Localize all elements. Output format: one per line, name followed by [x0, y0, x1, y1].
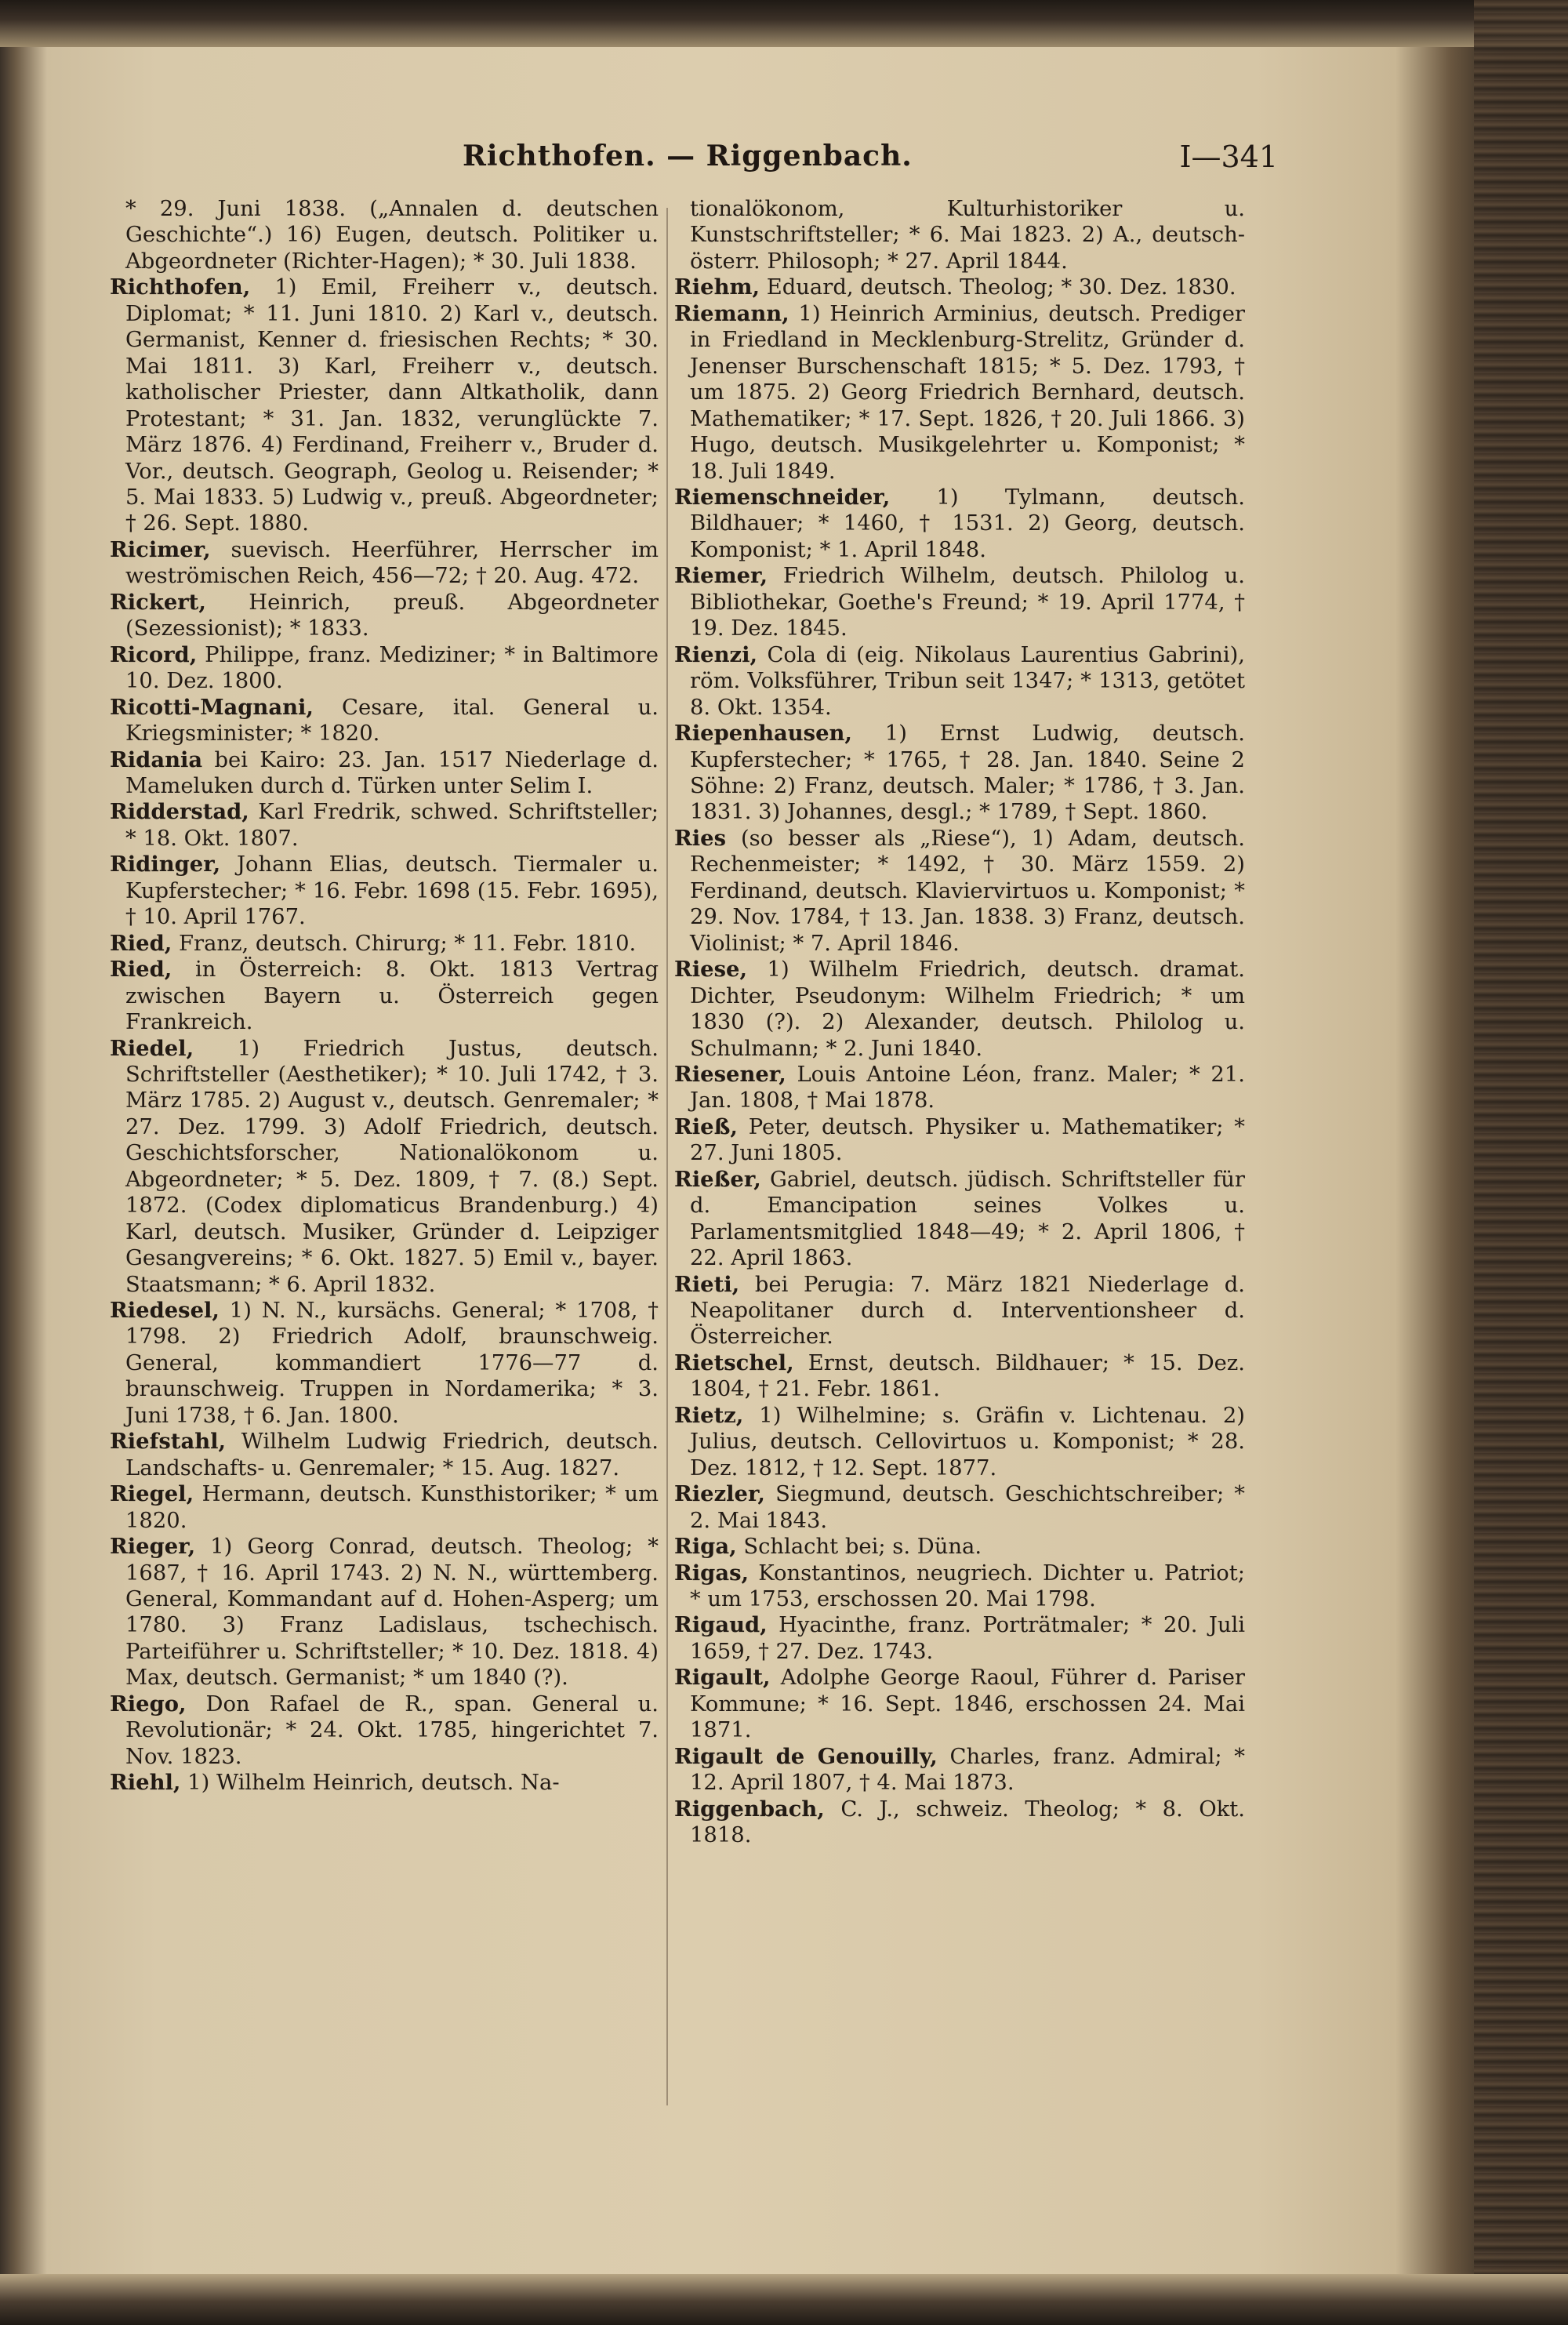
entry-headword: Ricord,: [110, 641, 198, 667]
entry-headword: Ried,: [110, 957, 172, 983]
entry-text: Don Rafael de R., span. General u. Revolutionär; * 24. Okt. 1785, hingerichtet 7. Nov. 1823.: [125, 1691, 659, 1769]
entry-text: Siegmund, deutsch. Geschichtschreiber; * 2. Mai 1843.: [690, 1482, 1245, 1533]
dictionary-entry: [110, 1298, 659, 1429]
dictionary-entry: [110, 1481, 659, 1534]
entry-text: Peter, deutsch. Physiker u. Mathematiker; * 27. Juni 1805.: [690, 1114, 1245, 1166]
entry-headword: Riezler,: [674, 1481, 765, 1507]
entry-headword: Riegel,: [110, 1481, 194, 1507]
running-header: Richthofen. — Riggenbach.: [463, 140, 913, 173]
entry-headword: Rickert,: [110, 589, 206, 615]
entry-text: Ernst, deutsch. Bildhauer; * 15. Dez. 1804, † 21. Febr. 1861.: [690, 1350, 1245, 1402]
entry-headword: Rieger,: [110, 1534, 196, 1560]
entry-text: Louis Antoine Léon, franz. Maler; * 21. Jan. 1808, † Mai 1878.: [690, 1062, 1245, 1113]
entry-headword: Riepenhausen,: [674, 721, 852, 747]
dictionary-entry: [674, 826, 1245, 957]
dictionary-entry: [674, 1272, 1245, 1350]
entry-text: (so besser als „Riese“), 1) Adam, deutsch. Rechenmeister; * 1492, † 30. März 1559. 2) Ferdinand, deutsch. Klaviervirtuos u. Komponist; * 29. Nov. 1784, † 13. Jan. 1838. 3) Franz, deutsch. Violinist; * 7. April 1846.: [690, 826, 1245, 956]
entry-headword: Rienzi,: [674, 641, 758, 667]
entry-text: Heinrich, preuß. Abgeordneter (Sezessionist); * 1833.: [125, 590, 659, 641]
dictionary-entry: [110, 1429, 659, 1481]
dictionary-entry: [674, 1350, 1245, 1403]
entry-text: Karl Fredrik, schwed. Schriftsteller; * 18. Okt. 1807.: [125, 800, 659, 851]
entry-text: * 29. Juni 1838. („Annalen d. deutschen Geschichte“.) 16) Eugen, deutsch. Politiker u. Abgeordneter (Richter-Hagen); * 30. Juli 1838.: [125, 197, 659, 274]
dictionary-entry: [674, 1481, 1245, 1534]
entry-headword: Ried,: [110, 930, 172, 956]
entry-text: 1) Wilhelmine; s. Gräfin v. Lichtenau. 2) Julius, deutsch. Cellovirtuos u. Komponist; * 28. Dez. 1812, † 12. Sept. 1877.: [690, 1403, 1245, 1480]
dictionary-entry: [674, 1612, 1245, 1665]
dictionary-entry: [110, 196, 659, 274]
entry-headword: Rieß,: [674, 1113, 738, 1139]
dictionary-entry: [674, 1167, 1245, 1272]
dictionary-entry: [674, 301, 1245, 485]
dictionary-entry: [110, 799, 659, 852]
dictionary-entry: [674, 196, 1245, 274]
dictionary-entry: [110, 931, 659, 957]
book-spine: [1474, 0, 1568, 2325]
entry-text: C. J., schweiz. Theolog; * 8. Okt. 1818.: [690, 1796, 1245, 1848]
entry-text: 1) Wilhelm Heinrich, deutsch. Na-: [180, 1771, 560, 1796]
dictionary-entry: [674, 1796, 1245, 1849]
dictionary-entry: [674, 1665, 1245, 1743]
dictionary-entry: [110, 695, 659, 747]
entry-text: Wilhelm Ludwig Friedrich, deutsch. Landschafts- u. Genremaler; * 15. Aug. 1827.: [125, 1430, 659, 1480]
entry-text: Eduard, deutsch. Theolog; * 30. Dez. 1830.: [760, 275, 1236, 300]
entry-text: Konstantinos, neugriech. Dichter u. Patriot; * um 1753, erschossen 20. Mai 1798.: [690, 1560, 1245, 1612]
entry-text: 1) Ernst Ludwig, deutsch. Kupferstecher; * 1765, † 28. Jan. 1840. Seine 2 Söhne: 2) Franz, deutsch. Maler; * 1786, † 3. Jan. 1831. 3) Johannes, desgl.; * 1789, † Sept. 1860.: [690, 721, 1245, 825]
column-divider: [666, 208, 668, 2105]
dictionary-entry: [674, 1403, 1245, 1481]
entry-headword: Riehm,: [674, 274, 760, 300]
dictionary-entry: [110, 274, 659, 537]
entry-text: 1) Wilhelm Friedrich, deutsch. dramat. Dichter, Pseudonym: Wilhelm Friedrich; * um 1830 (?). 2) Alexander, deutsch. Philolog u. Schulmann; * 2. Juni 1840.: [690, 957, 1245, 1061]
entry-text: Hyacinthe, franz. Porträtmaler; * 20. Juli 1659, † 27. Dez. 1743.: [690, 1613, 1245, 1664]
entry-headword: Ricotti-Magnani,: [110, 694, 314, 720]
entry-text: 1) Tylmann, deutsch. Bildhauer; * 1460, † 1531. 2) Georg, deutsch. Komponist; * 1. April 1848.: [690, 485, 1245, 562]
entry-text: Philippe, franz. Mediziner; * in Baltimore 10. Dez. 1800.: [125, 642, 659, 694]
entry-text: Gabriel, deutsch. jüdisch. Schriftsteller für d. Emancipation seines Volkes u. Parlamentsmitglied 1848—49; * 2. April 1806, † 22. April 1863.: [690, 1167, 1245, 1271]
dictionary-entry: [110, 747, 659, 800]
entry-text: Cesare, ital. General u. Kriegsminister; * 1820.: [125, 695, 659, 747]
entry-text: tionalökonom, Kulturhistoriker u. Kunstschriftsteller; * 6. Mai 1823. 2) A., deutsch-österr. Philosoph; * 27. April 1844.: [690, 197, 1245, 274]
entry-text: Johann Elias, deutsch. Tiermaler u. Kupferstecher; * 16. Febr. 1698 (15. Febr. 1695), † 10. April 1767.: [125, 852, 659, 930]
dictionary-entry: [110, 957, 659, 1035]
entry-headword: Ricimer,: [110, 536, 211, 562]
entry-headword: Riego,: [110, 1691, 187, 1717]
entry-headword: Rietz,: [674, 1402, 744, 1428]
entry-headword: Rießer,: [674, 1166, 761, 1192]
entry-headword: Rigaud,: [674, 1612, 768, 1638]
entry-text: bei Kairo: 23. Jan. 1517 Niederlage d. Mameluken durch d. Türken unter Selim I.: [125, 747, 659, 798]
dictionary-entry: [674, 1062, 1245, 1114]
dictionary-entry: [674, 563, 1245, 641]
dictionary-entry: [110, 852, 659, 930]
entry-headword: Riemann,: [674, 300, 789, 326]
entry-text: Franz, deutsch. Chirurg; * 11. Febr. 1810.: [172, 931, 637, 956]
entry-headword: Ridania: [110, 747, 203, 772]
entry-headword: Riefstahl,: [110, 1429, 227, 1455]
entry-headword: Rigault,: [674, 1665, 771, 1691]
entry-headword: Riedesel,: [110, 1298, 220, 1324]
dictionary-entry: [674, 721, 1245, 826]
entry-text: bei Perugia: 7. März 1821 Niederlage d. Neapolitaner durch d. Interventionsheer d. Österreicher.: [690, 1272, 1245, 1350]
entry-text: Cola di (eig. Nikolaus Laurentius Gabrini), röm. Volksführer, Tribun seit 1347; * 1313, getötet 8. Okt. 1354.: [690, 642, 1245, 720]
dictionary-entry: [674, 957, 1245, 1062]
entry-text: 1) Georg Conrad, deutsch. Theolog; * 1687, † 16. April 1743. 2) N. N., württemberg. General, Kommandant auf d. Hohen-Asperg; um 1780. 3) Franz Ladislaus, tschechisch. Parteiführer u. Schriftsteller; * 10. Dez. 1818. 4) Max, deutsch. Germanist; * um 1840 (?).: [125, 1535, 659, 1691]
dictionary-entry: [674, 274, 1245, 300]
dictionary-entry: [674, 1534, 1245, 1560]
entry-text: Friedrich Wilhelm, deutsch. Philolog u. Bibliothekar, Goethe's Freund; * 19. April 1774, † 19. Dez. 1845.: [690, 564, 1245, 641]
entry-headword: Riemenschneider,: [674, 484, 891, 510]
entry-headword: Riedel,: [110, 1035, 194, 1061]
entry-headword: Rigas,: [674, 1560, 750, 1586]
entry-text: Hermann, deutsch. Kunsthistoriker; * um 1820.: [125, 1482, 659, 1533]
page-bottom-edge: [0, 2274, 1568, 2325]
dictionary-entry: [110, 590, 659, 642]
left-column: [110, 196, 659, 1796]
entry-headword: Ridderstad,: [110, 799, 249, 825]
entry-text: 1) Emil, Freiherr v., deutsch. Diplomat; * 11. Juni 1810. 2) Karl v., deutsch. Germanist, Kenner d. friesischen Rechts; * 30. Mai 1811. 3) Karl, Freiherr v., deutsch. katholischer Priester, dann Altkatholik, dann Protestant; * 31. Jan. 1832, verunglückte 7. März 1876. 4) Ferdinand, Freiherr v., Bruder d. Vor., deutsch. Geograph, Geolog u. Reisender; * 5. Mai 1833. 5) Ludwig v., preuß. Abgeordneter; † 26. Sept. 1880.: [125, 275, 659, 536]
dictionary-entry: [674, 1744, 1245, 1796]
dictionary-entry: [110, 1036, 659, 1299]
entry-headword: Riggenbach,: [674, 1796, 825, 1822]
dictionary-entry: [110, 1691, 659, 1770]
entry-headword: Ridinger,: [110, 852, 221, 877]
dictionary-entry: [110, 642, 659, 695]
entry-text: 1) Heinrich Arminius, deutsch. Prediger in Friedland in Mecklenburg-Strelitz, Gründer d. Jenenser Burschenschaft 1815; * 5. Dez. 1793, † um 1875. 2) Georg Friedrich Bernhard, deutsch. Mathematiker; * 17. Sept. 1826, † 20. Juli 1866. 3) Hugo, deutsch. Musikgelehrter u. Komponist; * 18. Juli 1849.: [690, 301, 1245, 484]
dictionary-entry: [674, 485, 1245, 563]
entry-headword: Rigault de Genouilly,: [674, 1743, 938, 1769]
entry-text: Schlacht bei; s. Düna.: [736, 1535, 982, 1560]
page-top-edge: [0, 0, 1568, 47]
dictionary-entry: [110, 1534, 659, 1691]
entry-headword: Riesener,: [674, 1061, 786, 1087]
right-column: [674, 196, 1245, 1849]
dictionary-entry: [674, 1560, 1245, 1613]
entry-headword: Riehl,: [110, 1770, 181, 1796]
entry-text: Adolphe George Raoul, Führer d. Pariser Kommune; * 16. Sept. 1846, erschossen 24. Mai 1871.: [690, 1666, 1245, 1743]
entry-text: in Österreich: 8. Okt. 1813 Vertrag zwischen Bayern u. Österreich gegen Frankreich.: [125, 957, 659, 1035]
entry-headword: Riese,: [674, 957, 747, 983]
entry-text: 1) Friedrich Justus, deutsch. Schriftsteller (Aesthetiker); * 10. Juli 1742, † 3. März 1785. 2) August v., deutsch. Genremaler; * 27. Dez. 1799. 3) Adolf Friedrich, deutsch. Geschichtsforscher, Nationalökonom u. Abgeordneter; * 5. Dez. 1809, † 7. (8.) Sept. 1872. (Codex diplomaticus Brandenburg.) 4) Karl, deutsch. Musiker, Gründer d. Leipziger Gesangvereins; * 6. Okt. 1827. 5) Emil v., bayer. Staatsmann; * 6. April 1832.: [125, 1036, 659, 1297]
entry-headword: Ries: [674, 825, 727, 851]
dictionary-entry: [674, 1114, 1245, 1167]
entry-headword: Rieti,: [674, 1271, 740, 1297]
dictionary-entry: [110, 1770, 659, 1796]
entry-headword: Riemer,: [674, 563, 768, 589]
entry-text: Charles, franz. Admiral; * 12. April 1807, † 4. Mai 1873.: [690, 1744, 1246, 1796]
entry-text: 1) N. N., kursächs. General; * 1708, † 1798. 2) Friedrich Adolf, braunschweig. General, kommandiert 1776—77 d. braunschweig. Truppen in Nordamerika; * 3. Juni 1738, † 6. Jan. 1800.: [125, 1299, 659, 1428]
entry-headword: Rietschel,: [674, 1350, 794, 1375]
entry-headword: Richthofen,: [110, 274, 251, 300]
dictionary-entry: [110, 537, 659, 590]
entry-text: suevisch. Heerführer, Herrscher im weströmischen Reich, 456—72; † 20. Aug. 472.: [125, 537, 659, 589]
page-number: I—341: [1179, 140, 1278, 174]
entry-headword: Riga,: [674, 1534, 737, 1560]
dictionary-entry: [674, 642, 1245, 721]
